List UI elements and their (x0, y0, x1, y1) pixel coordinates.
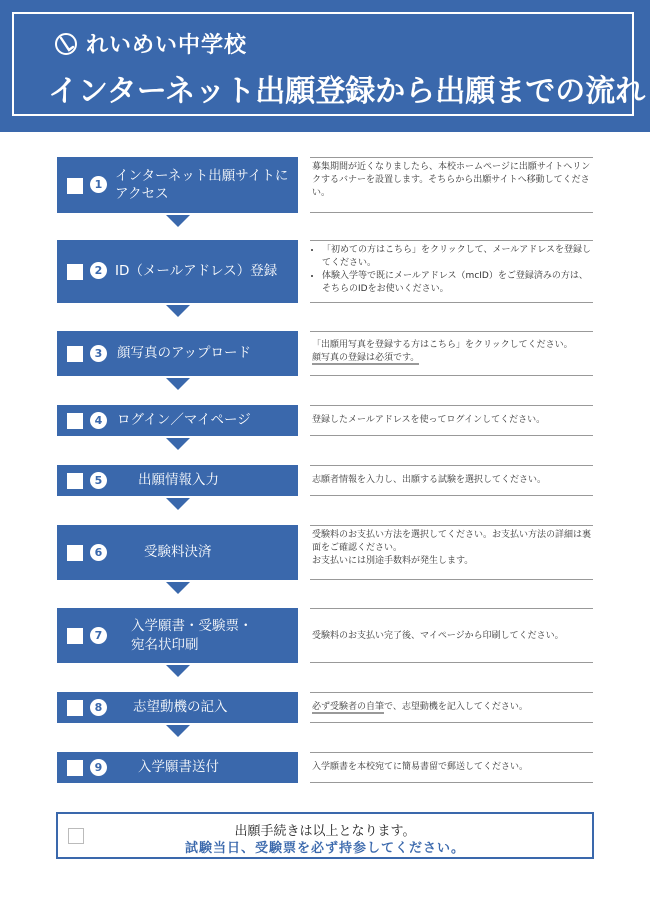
step-box (57, 405, 298, 436)
step-number: 7 (90, 627, 107, 644)
step-label: 受験料決済 (144, 544, 212, 560)
step-box (57, 692, 298, 723)
school-name: れいめい中学校 (86, 33, 248, 58)
step-box (57, 331, 298, 376)
checkbox[interactable] (67, 545, 83, 561)
step-label: 顔写真のアップロード (117, 345, 252, 361)
step-description (310, 608, 593, 663)
checkbox[interactable] (67, 264, 83, 280)
desc-text: 受験料のお支払い完了後、マイページから印刷してください。 (312, 631, 564, 641)
checkbox[interactable] (67, 700, 83, 716)
step-description (310, 331, 593, 376)
final-line-1: 出願手続きは以上となります。 (234, 824, 416, 839)
desc-text: で、志望動機を記入してください。 (384, 702, 528, 712)
step-label: ログイン／マイページ (117, 412, 251, 428)
down-arrow-icon (166, 438, 190, 450)
checkbox[interactable] (67, 178, 83, 194)
desc-bullet: • 体験入学等で既にメールアドレス（mcID）をご登録済みの方は、そちらのIDをお使いください。 (322, 270, 593, 296)
step-description (310, 752, 593, 783)
down-arrow-icon (166, 305, 190, 317)
final-line-2: 試験当日、受験票を必ず持参してください。 (184, 841, 465, 856)
desc-text: 「出願用写真を登録する方はこちら」をクリックしてください。 (312, 340, 573, 350)
step-description (310, 465, 593, 496)
desc-text: 受験料のお支払い方法を選択してください。お支払い方法の詳細は裏面をご確認ください。 (312, 530, 592, 553)
desc-text-underlined: 顔写真の登録は必須です。 (312, 353, 420, 363)
down-arrow-icon (166, 498, 190, 510)
checkbox[interactable] (67, 413, 83, 429)
step-box (57, 240, 298, 303)
step-label: インターネット出願サイトに (115, 168, 289, 184)
desc-text-underlined: 必ず受験者の自筆 (312, 702, 385, 712)
step-description (310, 157, 593, 213)
header-banner (0, 0, 650, 132)
desc-text: 志願者情報を入力し、出願する試験を選択してください。 (312, 475, 547, 485)
step-number: 9 (90, 759, 107, 776)
page-title: インターネット出願登録から出願までの流れ (48, 74, 646, 109)
step-description (310, 692, 593, 723)
checkbox[interactable] (67, 473, 83, 489)
step-box (57, 608, 298, 663)
desc-text: 入学願書を本校宛てに簡易書留で郵送してください。 (312, 762, 529, 772)
desc-bullet: • 「初めての方はこちら」をクリックして、メールアドレスを登録してください。 (322, 244, 593, 270)
step-label: 入学願書・受験票・ (131, 618, 253, 634)
desc-text: 募集期間が近くなりましたら、本校ホームページに出願サイトへリンクするバナーを設置します。そちらから出願サイトへ移動してください。 (312, 162, 591, 198)
school-logo-icon (55, 33, 77, 55)
down-arrow-icon (166, 215, 190, 227)
step-description (310, 405, 593, 436)
step-box (57, 525, 298, 580)
checkbox[interactable] (67, 760, 83, 776)
checkbox[interactable] (67, 346, 83, 362)
step-number: 5 (90, 472, 107, 489)
step-number: 4 (90, 412, 107, 429)
step-box (57, 752, 298, 783)
step-number: 8 (90, 699, 107, 716)
step-label: 志望動機の記入 (133, 699, 228, 715)
step-label: 入学願書送付 (138, 759, 219, 775)
step-description (310, 240, 593, 303)
down-arrow-icon (166, 582, 190, 594)
step-label: アクセス (115, 186, 169, 202)
step-description (310, 525, 593, 580)
desc-text: 登録したメールアドレスを使ってログインしてください。 (312, 415, 546, 425)
down-arrow-icon (166, 725, 190, 737)
desc-text: お支払いには別途手数料が発生します。 (312, 556, 474, 566)
step-box (57, 465, 298, 496)
checkbox[interactable] (67, 628, 83, 644)
step-number: 1 (90, 176, 107, 193)
final-notice (56, 812, 594, 859)
down-arrow-icon (166, 378, 190, 390)
step-box (57, 157, 298, 213)
step-number: 6 (90, 544, 107, 561)
step-label: 宛名状印刷 (131, 637, 199, 653)
down-arrow-icon (166, 665, 190, 677)
step-label: 出願情報入力 (138, 472, 219, 488)
step-number: 3 (90, 345, 107, 362)
step-label: ID（メールアドレス）登録 (115, 263, 278, 279)
step-number: 2 (90, 262, 107, 279)
